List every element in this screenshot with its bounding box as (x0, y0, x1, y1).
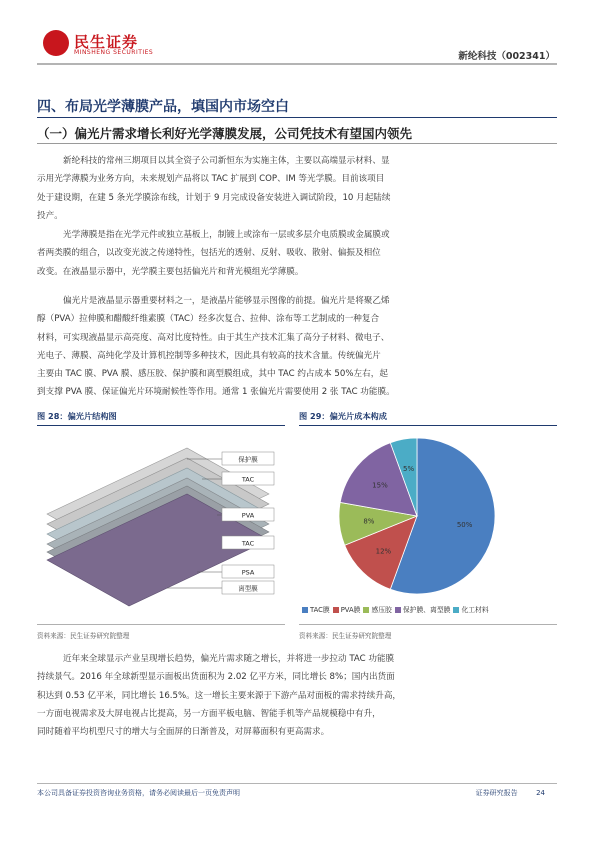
pie-slice-label: 12% (375, 547, 392, 556)
footer-disclaimer: 本公司具备证券投资咨询业务资格，请务必阅读最后一页免责声明 (37, 789, 240, 797)
paragraph-line: 醇（PVA）拉伸膜和醋酸纤维素膜（TAC）经多次复合、拉伸、涂布等工艺制成的一种复合 (37, 314, 380, 325)
report-type: 证券研究报告 (475, 789, 518, 797)
pie-slice-label: 50% (456, 520, 473, 529)
paragraph-3 (37, 292, 533, 402)
legend-item (450, 606, 488, 614)
logo-text: 民生证券 (74, 33, 139, 51)
logo-english: MINSHENG SECURITIES (74, 49, 154, 56)
legend-label: PVA膜 (340, 606, 361, 614)
paragraph-line: 近年来全球显示产业呈现增长趋势，偏光片需求随之增长，并将进一步拉动 TAC 功能膜 (63, 654, 395, 664)
legend-swatch (333, 607, 339, 613)
layer-label: TAC (241, 539, 255, 548)
section-title: 四、布局光学薄膜产品，填国内市场空白 (37, 99, 289, 115)
paragraph-line: 偏光片是液晶显示器重要材料之一，是液晶片能够显示图像的前提。偏光片是将聚乙烯 (63, 296, 390, 306)
figure29-bottom-rule (299, 624, 557, 625)
pie-slice-label: 8% (363, 517, 375, 526)
legend-label: 化工材料 (461, 606, 489, 614)
section-divider (37, 117, 557, 118)
subsection-title: （一）偏光片需求增长利好光学薄膜发展，公司凭技术有望国内领先 (37, 126, 413, 141)
paragraph-line: 材料，可实现液晶显示高亮度、高对比度特性。由于其生产技术汇集了高分子材料、微电子、 (37, 332, 390, 343)
footer-divider (37, 783, 557, 784)
layer-label: PSA (241, 568, 255, 577)
cost-structure-pie-chart (299, 428, 557, 600)
polarizer-structure-diagram (37, 428, 287, 620)
legend-item (299, 606, 330, 614)
paragraph-line: 同时随着平均机型尺寸的增大与全面屏的日渐普及，对屏幕面积有更高需求。 (37, 727, 330, 738)
legend-item (392, 606, 451, 614)
legend-label: TAC膜 (310, 606, 330, 614)
stock-name: 新纶科技（002341） (458, 51, 555, 62)
legend-swatch (453, 607, 459, 613)
figure28-source: 资料来源：民生证券研究院整理 (37, 632, 130, 640)
figure28-title-rule (37, 425, 285, 426)
legend-swatch (363, 607, 369, 613)
figure28-bottom-rule (37, 624, 285, 625)
legend-swatch (395, 607, 401, 613)
legend-item (360, 606, 391, 614)
pie-slice-label: 5% (403, 464, 415, 473)
paragraph-line: 示用光学薄膜为业务方向，未来规划产品将以 TAC 扩展到 COP、IM 等光学膜。目前该项目 (37, 174, 385, 185)
paragraph-line: 到支撑 PVA 膜、保证偏光片环境耐候性等作用。通常 1 张偏光片需要使用 2 张 TAC 功能膜。 (37, 387, 395, 398)
layer-label: PVA (241, 511, 255, 520)
layer-label: 离型膜 (238, 584, 258, 593)
legend-label: 感压胶 (371, 606, 392, 614)
paragraph-line: 光学薄膜是指在光学元件或独立基板上，制镀上或涂布一层或多层介电质膜或金属膜或 (63, 230, 390, 240)
paragraph-line: 新纶科技的常州三期项目以其全资子公司新恒东为实施主体，主要以高端显示材料、显 (63, 156, 390, 166)
pie-legend (299, 604, 489, 614)
header-divider (37, 63, 557, 65)
figure29-title-rule (299, 425, 557, 426)
paragraph-line: 积达到 0.53 亿平米，同比增长 16.5%。这一增长主要来源于下游产品对面板的需求持续升高， (37, 690, 402, 701)
paragraph-4 (37, 650, 533, 741)
figure29-title: 图 29：偏光片成本构成 (299, 411, 387, 421)
layer-label: 保护膜 (238, 455, 258, 464)
paragraph-line: 光电子、薄膜、高纯化学及计算机控制等多种技术，因此具有较高的技术含量。传统偏光片 (37, 350, 381, 361)
paragraph-line: 改变。在液晶显示器中，光学膜主要包括偏光片和背光模组光学薄膜。 (37, 266, 304, 277)
pie-slice-label: 15% (372, 481, 388, 490)
paragraph-1 (37, 152, 533, 225)
figure29-source: 资料来源：民生证券研究院整理 (299, 632, 392, 640)
paragraph-line: 处于建设期，在建 5 条光学膜涂布线，计划于 9 月完成设备安装进入调试阶段，10 月起陆续 (37, 192, 391, 203)
legend-label: 保护膜、离型膜 (402, 606, 451, 614)
paragraph-2 (37, 226, 533, 281)
paragraph-line: 一方面电视需求及大屏电视占比提高，另一方面平板电脑、智能手机等产品规模稳中有升， (37, 708, 381, 719)
subsection-divider (37, 143, 557, 144)
paragraph-line: 投产。 (37, 210, 63, 221)
layer-label: TAC (241, 475, 255, 484)
paragraph-line: 主要由 TAC 膜、PVA 膜、感压胶、保护膜和离型膜组成，其中 TAC 约占成本 50%左右，起 (37, 369, 388, 380)
paragraph-line: 持续景气。2016 年全球新型显示面板出货面积为 2.02 亿平方米，同比增长 8%；国内出货面 (37, 672, 395, 683)
legend-swatch (302, 607, 308, 613)
paragraph-line: 者两类膜的组合，以改变光波之传递特性，包括光的透射、反射、吸收、散射、偏振及相位 (37, 248, 381, 259)
legend-item (330, 606, 361, 614)
figure28-title: 图 28：偏光片结构图 (37, 411, 117, 421)
logo-icon (43, 30, 69, 56)
footer-meta (476, 788, 545, 798)
page-number: 24 (536, 789, 545, 797)
